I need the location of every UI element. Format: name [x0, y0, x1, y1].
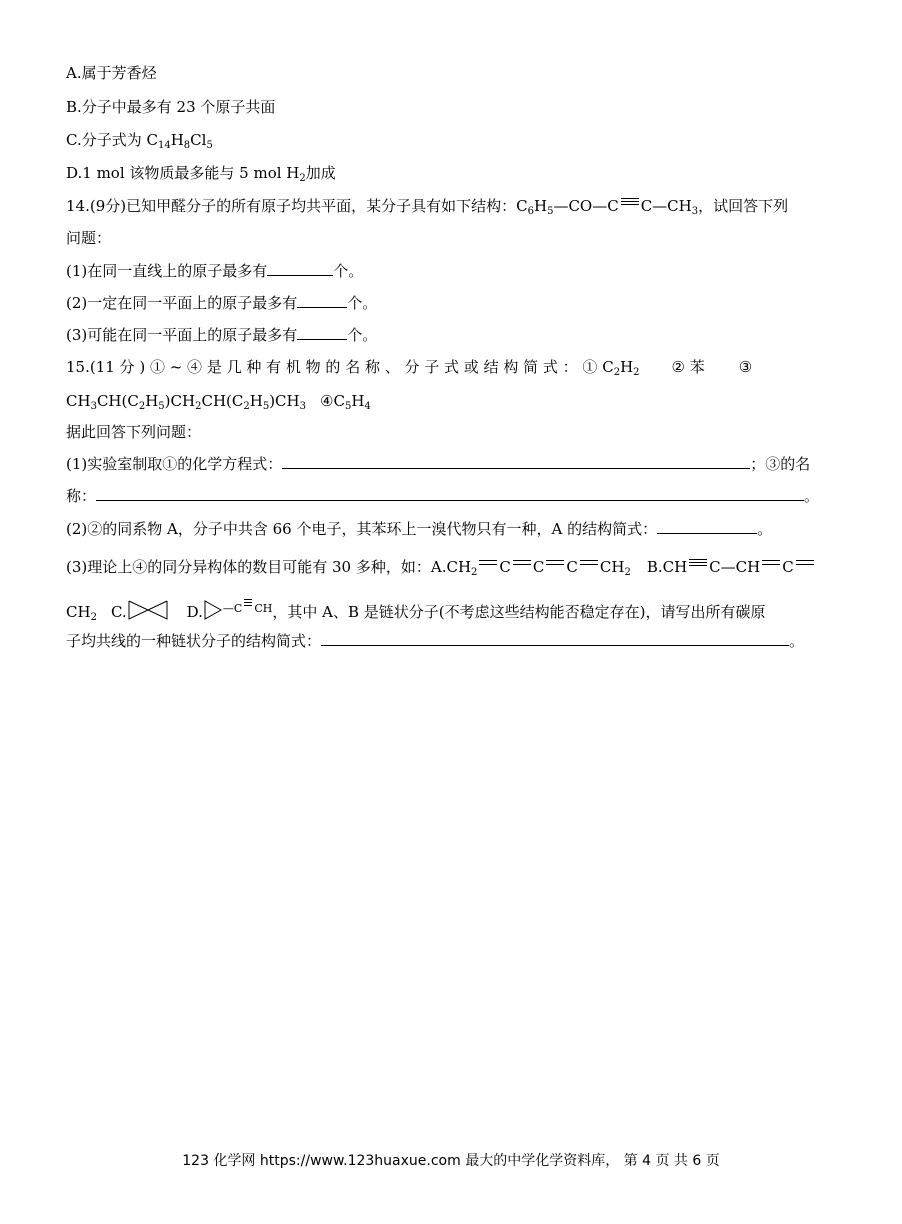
page-footer: 123 化学网 https://www.123huaxue.com 最大的中学化学资料库， 第 4 页 共 6 页 [182, 1153, 720, 1169]
triple-bond-icon [687, 558, 709, 570]
question-15-formulas: $CH_3CH(C_2H_5)CH_2CH(C_2H_5)CH_3$ $④C_5H_4$ [66, 392, 371, 412]
answer-blank[interactable] [282, 454, 750, 469]
double-bond-icon [477, 558, 499, 570]
option-d: D.1 mol 该物质最多能与 5 mol $H_2$加成 [66, 164, 336, 184]
double-bond-icon [544, 558, 566, 570]
double-bond-icon [760, 558, 782, 570]
question-14-stem-cont: 问题： [66, 229, 112, 247]
answer-blank[interactable] [267, 261, 333, 276]
question-15-instruction: 据此回答下列问题： [66, 423, 202, 441]
double-bond-icon [794, 558, 816, 570]
question-15-part-1-cont: 称： 。 [66, 487, 820, 505]
question-14-part-3: (3)可能在同一平面上的原子最多有 个。 [66, 326, 378, 344]
question-15-part-3: (3)理论上④的同分异构体的数目可能有 30 多种，如：$A.CH_2$ C C C $CH_2$ B.CH C—CH C [66, 556, 816, 578]
answer-blank[interactable] [297, 325, 347, 340]
question-15-part-3-cont: $CH_2$ C. D. $^{—C CH}$，其中 A、B 是链状分子(不考虑这些结构能否稳定存在)，请写出所有碳原 [66, 598, 765, 623]
double-bond-icon [578, 558, 600, 570]
question-14-stem: 14.(9分)已知甲醛分子的所有原子均共平面，某分子具有如下结构：$C_6H_5—CO—C$ $C—CH_3$，试回答下列 [66, 197, 789, 217]
question-15-part-1: (1)实验室制取①的化学方程式： ；③的名 [66, 455, 811, 473]
answer-blank[interactable] [96, 486, 804, 501]
triple-bond-icon [619, 197, 641, 209]
answer-blank[interactable] [297, 293, 347, 308]
triple-bond-icon [242, 598, 254, 610]
question-14-part-1: (1)在同一直线上的原子最多有 个。 [66, 262, 364, 280]
question-14-part-2: (2)一定在同一平面上的原子最多有 个。 [66, 294, 378, 312]
option-b: B.分子中最多有 23 个原子共面 [66, 98, 276, 116]
answer-blank[interactable] [321, 631, 789, 646]
answer-blank[interactable] [657, 519, 757, 534]
question-15-part-2: (2)②的同系物 A，分子中共含 66 个电子，其苯环上一溴代物只有一种，A 的结构简式： 。 [66, 520, 773, 538]
ethynyl-group: —C CH [223, 602, 272, 615]
cyclopropene-icon [203, 599, 223, 621]
double-bond-icon [511, 558, 533, 570]
question-15-part-3-final: 子均共线的一种链状分子的结构简式： 。 [66, 632, 805, 650]
question-15-stem: 15.(11 分 ) ① ~ ④ 是 几 种 有 机 物 的 名 称 、 分 子 式 或 结 构 简 式 ： ① $C_2H_2$ ② 苯 ③ [66, 358, 753, 378]
bicyclic-structure-icon [127, 599, 169, 621]
option-a: A.属于芳香烃 [66, 64, 157, 82]
option-c: C.分子式为 $C_{14}H_8Cl_5$ [66, 131, 213, 151]
